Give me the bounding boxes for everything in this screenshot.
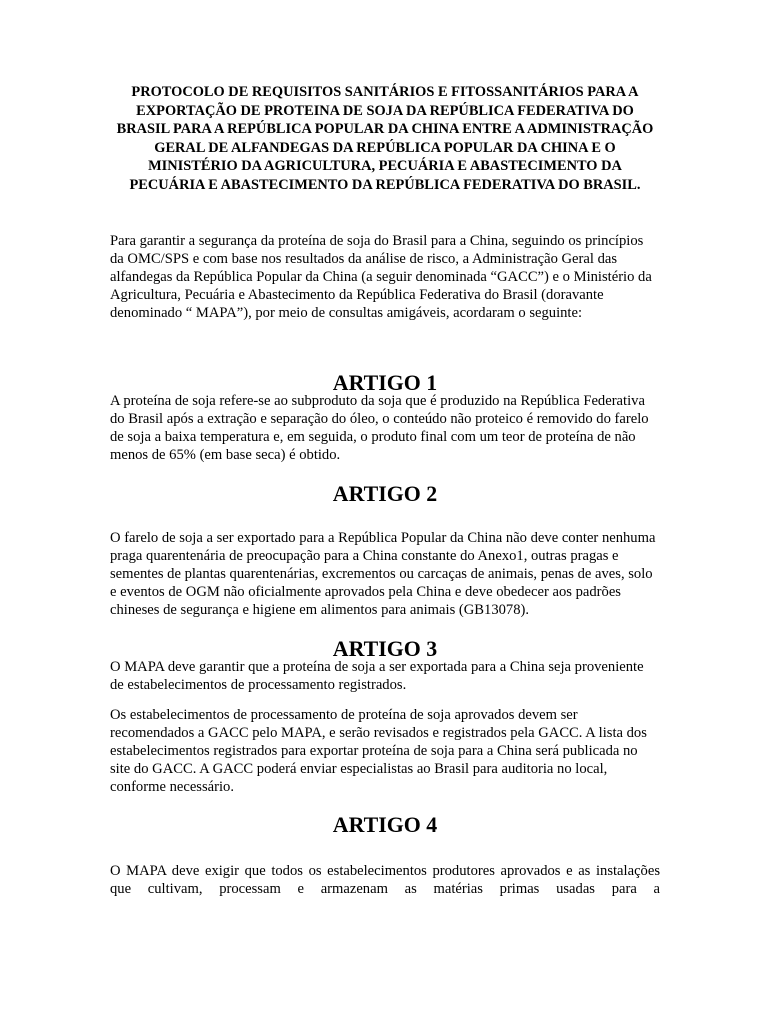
article-3 — [110, 635, 660, 796]
article-heading: ARTIGO 1 — [332, 369, 438, 395]
article-heading: ARTIGO 3 — [332, 635, 438, 661]
article-paragraph: O MAPA deve garantir que a proteína de soja a ser exportada para a China seja proveniente de estabelecimentos de processamento registrados. — [110, 658, 644, 693]
document-page — [110, 83, 660, 898]
intro-paragraph: Para garantir a segurança da proteína de soja do Brasil para a China, seguindo os princípios da OMC/SPS e com base nos resultados da análise de risco, a Administração Geral das alfandegas da República Popular da China (a seguir denominada “GACC”) e o Ministério da Agricultura, Pecuária e Abastecimento da República Federativa do Brasil (doravante denominado “ MAPA”), por meio de consultas amigáveis, acordaram o seguinte: — [110, 232, 652, 321]
document-title: PROTOCOLO DE REQUISITOS SANITÁRIOS E FITOSSANITÁRIOS PARA A EXPORTAÇÃO DE PROTEINA DE SOJA DA REPÚBLICA FEDERATIVA DO BRASIL PARA A REPÚBLICA POPULAR DA CHINA ENTRE A ADMINISTRAÇÃO GERAL DE ALFANDEGAS DA REPÚBLICA POPULAR DA CHINA E O MINISTÉRIO DA AGRICULTURA, PECUÁRIA E ABASTECIMENTO DA PECUÁRIA E ABASTECIMENTO DA REPÚBLICA FEDERATIVA DO BRASIL. — [116, 84, 654, 193]
article-paragraph: O farelo de soja a ser exportado para a República Popular da China não deve conter nenhuma praga quarentenária de preocupação para a China constante do Anexo1, outras pragas e sementes de plantas quarentenárias, excrementos ou carcaças de animais, penas de aves, solo e eventos de OGM não oficialmente aprovados pela China e deve obedecer aos padrões chineses de segurança e higiene em alimentos para animais (GB13078). — [110, 529, 656, 618]
article-heading: ARTIGO 4 — [332, 811, 438, 837]
article-1 — [110, 369, 660, 464]
article-heading: ARTIGO 2 — [332, 480, 438, 506]
article-4 — [110, 811, 660, 898]
article-paragraph: O MAPA deve exigir que todos os estabelecimentos produtores aprovados e as instalações que cultivam, processam e armazenam as matérias primas usadas para a — [110, 862, 660, 897]
article-2 — [110, 480, 660, 619]
article-paragraph: Os estabelecimentos de processamento de proteína de soja aprovados devem ser recomendados a GACC pelo MAPA, e serão revisados e registrados pela GACC. A lista dos estabelecimentos registrados para exportar proteína de soja para a China será publicada no site do GACC. A GACC poderá enviar especialistas ao Brasil para auditoria no local, conforme necessário. — [110, 706, 647, 795]
article-paragraph: A proteína de soja refere-se ao subproduto da soja que é produzido na República Federativa do Brasil após a extração e separação do óleo, o conteúdo não proteico é removido do farelo de soja a baixa temperatura e, em seguida, o produto final com um teor de proteína de não menos de 65% (em base seca) é obtido. — [110, 392, 649, 463]
